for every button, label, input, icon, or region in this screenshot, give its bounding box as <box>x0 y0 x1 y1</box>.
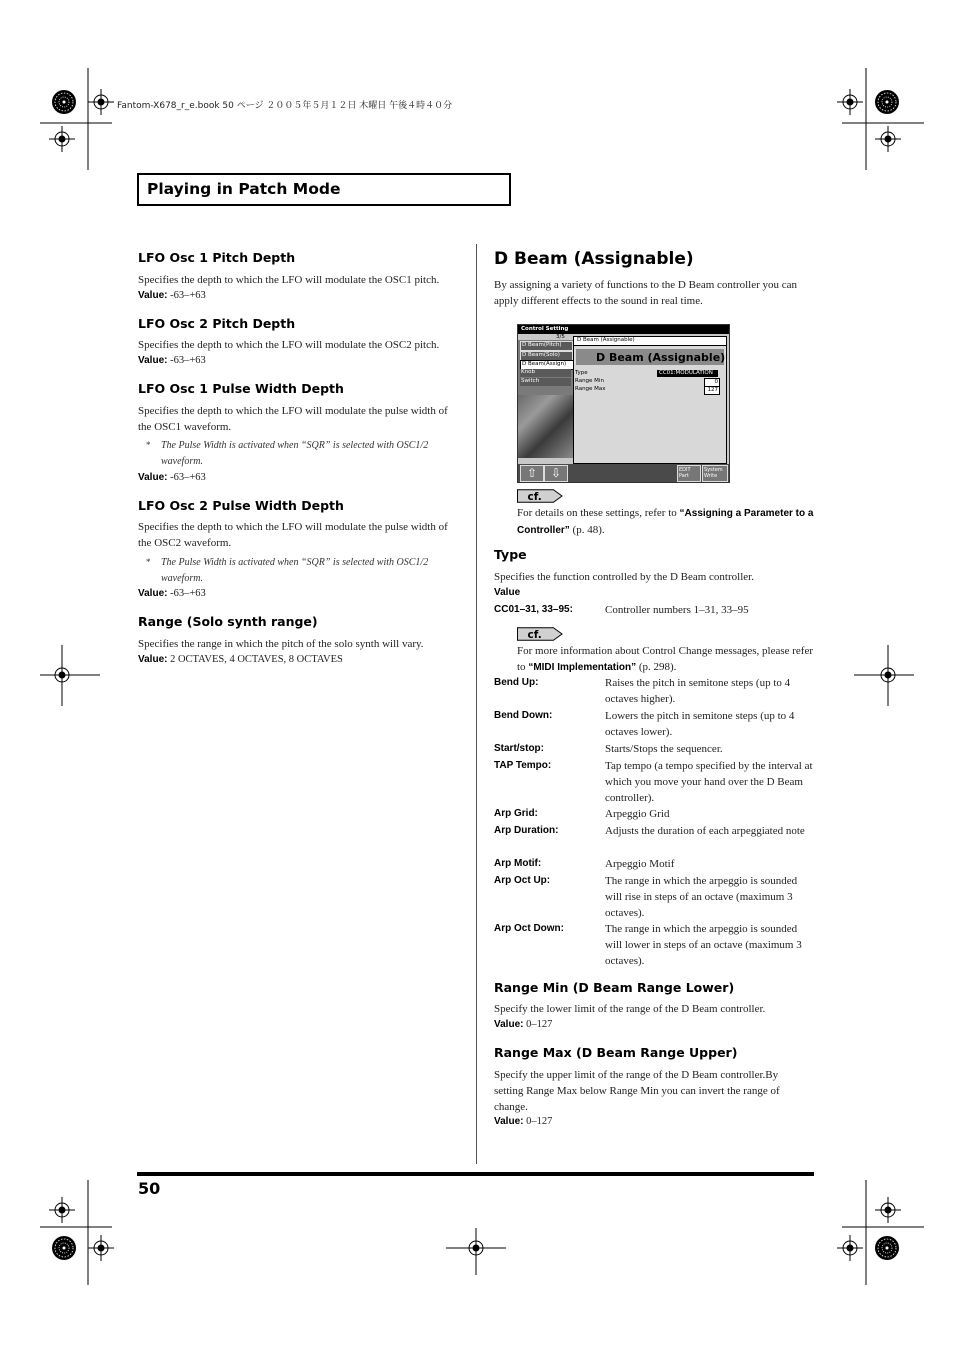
heading-range-min: Range Min (D Beam Range Lower) <box>494 980 735 995</box>
column-divider <box>476 244 477 1164</box>
lcd-button-system-write: System Write <box>702 465 728 482</box>
cf-label: cf. <box>527 490 542 503</box>
def-arp-duration: Adjusts the duration of each arpeggiated note <box>605 825 805 837</box>
intro-d-beam: By assigning a variety of functions to the D Beam controller you can apply different effects to the sound in real time. <box>494 279 798 307</box>
file-header: Fantom-X678_r_e.book 50 ページ ２００５年５月１２日 木曜日 午後４時４０分 <box>117 101 453 111</box>
heading-lfo-osc2-pulse-width-depth: LFO Osc 2 Pulse Width Depth <box>138 498 344 513</box>
def-arp-oct-up: The range in which the arpeggio is sounded will rise in steps of an octave (maximum 3 octaves). <box>605 875 798 919</box>
cf-label: cf. <box>527 628 542 641</box>
chapter-title-box <box>137 173 511 206</box>
value-range-max: Value: 0–127 <box>494 1116 553 1127</box>
heading-lfo-osc2-pitch-depth: LFO Osc 2 Pitch Depth <box>138 316 296 331</box>
lcd-panel-header: D Beam (Assignable) <box>574 337 726 346</box>
lcd-big-title: D Beam (Assignable) <box>596 351 726 364</box>
value-range-solo-synth: Value: 2 OCTAVES, 4 OCTAVES, 8 OCTAVES <box>138 654 343 665</box>
term-bend-down: Bend Down: <box>494 710 553 721</box>
lcd-row-value-type-box: CC01:MODULATION <box>657 370 718 377</box>
arrow-up-icon: ⇧ <box>520 465 544 482</box>
lcd-row-label-range-max: Range Max <box>575 386 606 392</box>
term-start-stop: Start/stop: <box>494 743 544 754</box>
cf-icon <box>517 627 563 641</box>
def-arp-grid: Arpeggio Grid <box>605 808 670 820</box>
heading-lfo-osc1-pulse-width-depth: LFO Osc 1 Pulse Width Depth <box>138 381 344 396</box>
def-arp-oct-down: The range in which the arpeggio is sounded will lower in steps of an octave (maximum 3 octaves). <box>605 923 802 967</box>
heading-lfo-osc1-pitch-depth: LFO Osc 1 Pitch Depth <box>138 250 296 265</box>
note-bullet: * <box>146 557 151 567</box>
note-pulse-width-osc2: The Pulse Width is activated when “SQR” is selected with OSC1/2 waveform. <box>161 557 429 584</box>
desc-lfo-osc1-pulse-width-depth: Specifies the depth to which the LFO will modulate the pulse width of the OSC1 waveform. <box>138 405 448 433</box>
term-arp-duration: Arp Duration: <box>494 825 559 836</box>
term-cc: CC01–31, 33–95: <box>494 604 573 615</box>
lcd-tab-3-active: D Beam(Assign) <box>520 360 577 370</box>
heading-range-max: Range Max (D Beam Range Upper) <box>494 1045 738 1060</box>
lcd-row-value-range-max-box: 127 <box>704 386 720 395</box>
term-arp-oct-down: Arp Oct Down: <box>494 923 564 934</box>
note-pulse-width-osc1: The Pulse Width is activated when “SQR” is selected with OSC1/2 waveform. <box>161 440 429 467</box>
value-heading: Value <box>494 587 521 598</box>
def-bend-down: Lowers the pitch in semitone steps (up to 4 octaves lower). <box>605 710 795 738</box>
term-arp-grid: Arp Grid: <box>494 808 538 819</box>
def-start-stop: Starts/Stops the sequencer. <box>605 743 723 755</box>
def-tap-tempo: Tap tempo (a tempo specified by the interval at which you move your hand over the D Beam controller). <box>605 760 813 804</box>
term-arp-motif: Arp Motif: <box>494 858 542 869</box>
value-lfo-osc2-pulse-width-depth: Value: -63–+63 <box>138 588 206 599</box>
lcd-button-edit-part: EDIT Part <box>677 465 701 482</box>
value-lfo-osc2-pitch-depth: Value: -63–+63 <box>138 355 206 366</box>
lcd-row-label-range-min: Range Min <box>575 378 604 384</box>
lcd-row-value-range-min-box: 0 <box>704 378 720 387</box>
lcd-page: 3/5 <box>556 334 565 340</box>
value-range-min: Value: 0–127 <box>494 1019 553 1030</box>
desc-lfo-osc2-pulse-width-depth: Specifies the depth to which the LFO will modulate the pulse width of the OSC2 waveform. <box>138 521 448 549</box>
lcd-graphic <box>518 395 573 458</box>
value-lfo-osc1-pitch-depth: Value: -63–+63 <box>138 290 206 301</box>
section-title-d-beam-assignable: D Beam (Assignable) <box>494 249 694 269</box>
chapter-title: Playing in Patch Mode <box>147 180 341 198</box>
desc-range-min: Specify the lower limit of the range of the D Beam controller. <box>494 1003 766 1015</box>
term-bend-up: Bend Up: <box>494 677 539 688</box>
reference-assigning-parameter: For details on these settings, refer to “Assigning a Parameter to a Controller” (p. 48). <box>517 507 814 536</box>
lcd-row-label-type: Type <box>575 370 588 376</box>
arrow-down-icon: ⇩ <box>544 465 568 482</box>
page-number: 50 <box>138 1179 161 1198</box>
reference-midi-implementation: For more information about Control Change messages, please refer to “MIDI Implementation” (p. 298). <box>517 645 814 673</box>
def-arp-motif: Arpeggio Motif <box>605 858 675 870</box>
heading-range-solo-synth: Range (Solo synth range) <box>138 614 318 629</box>
term-tap-tempo: TAP Tempo: <box>494 760 552 771</box>
def-cc: Controller numbers 1–31, 33–95 <box>605 604 749 616</box>
def-bend-up: Raises the pitch in semitone steps (up to 4 octaves higher). <box>605 677 791 705</box>
desc-range-solo-synth: Specifies the range in which the pitch of the solo synth will vary. <box>138 638 424 650</box>
lcd-tab-2: D Beam(Solo) <box>520 351 573 361</box>
cf-icon <box>517 489 563 503</box>
footer-rule <box>137 1172 814 1176</box>
note-bullet: * <box>146 440 151 450</box>
desc-lfo-osc1-pitch-depth: Specifies the depth to which the LFO will modulate the OSC1 pitch. <box>138 274 440 286</box>
term-arp-oct-up: Arp Oct Up: <box>494 875 551 886</box>
desc-type: Specifies the function controlled by the D Beam controller. <box>494 571 754 583</box>
heading-type: Type <box>494 547 527 562</box>
lcd-screenshot <box>517 324 730 483</box>
lcd-tab-4: Knob <box>520 369 571 377</box>
lcd-tab-1: D Beam(Pitch) <box>520 341 573 351</box>
desc-lfo-osc2-pitch-depth: Specifies the depth to which the LFO will modulate the OSC2 pitch. <box>138 339 440 351</box>
value-lfo-osc1-pulse-width-depth: Value: -63–+63 <box>138 472 206 483</box>
lcd-title: Control Setting <box>521 326 569 332</box>
desc-range-max: Specify the upper limit of the range of the D Beam controller.By setting Range Max below Range Min you can invert the range of change. <box>494 1069 780 1113</box>
lcd-tab-5: Switch <box>520 378 571 386</box>
